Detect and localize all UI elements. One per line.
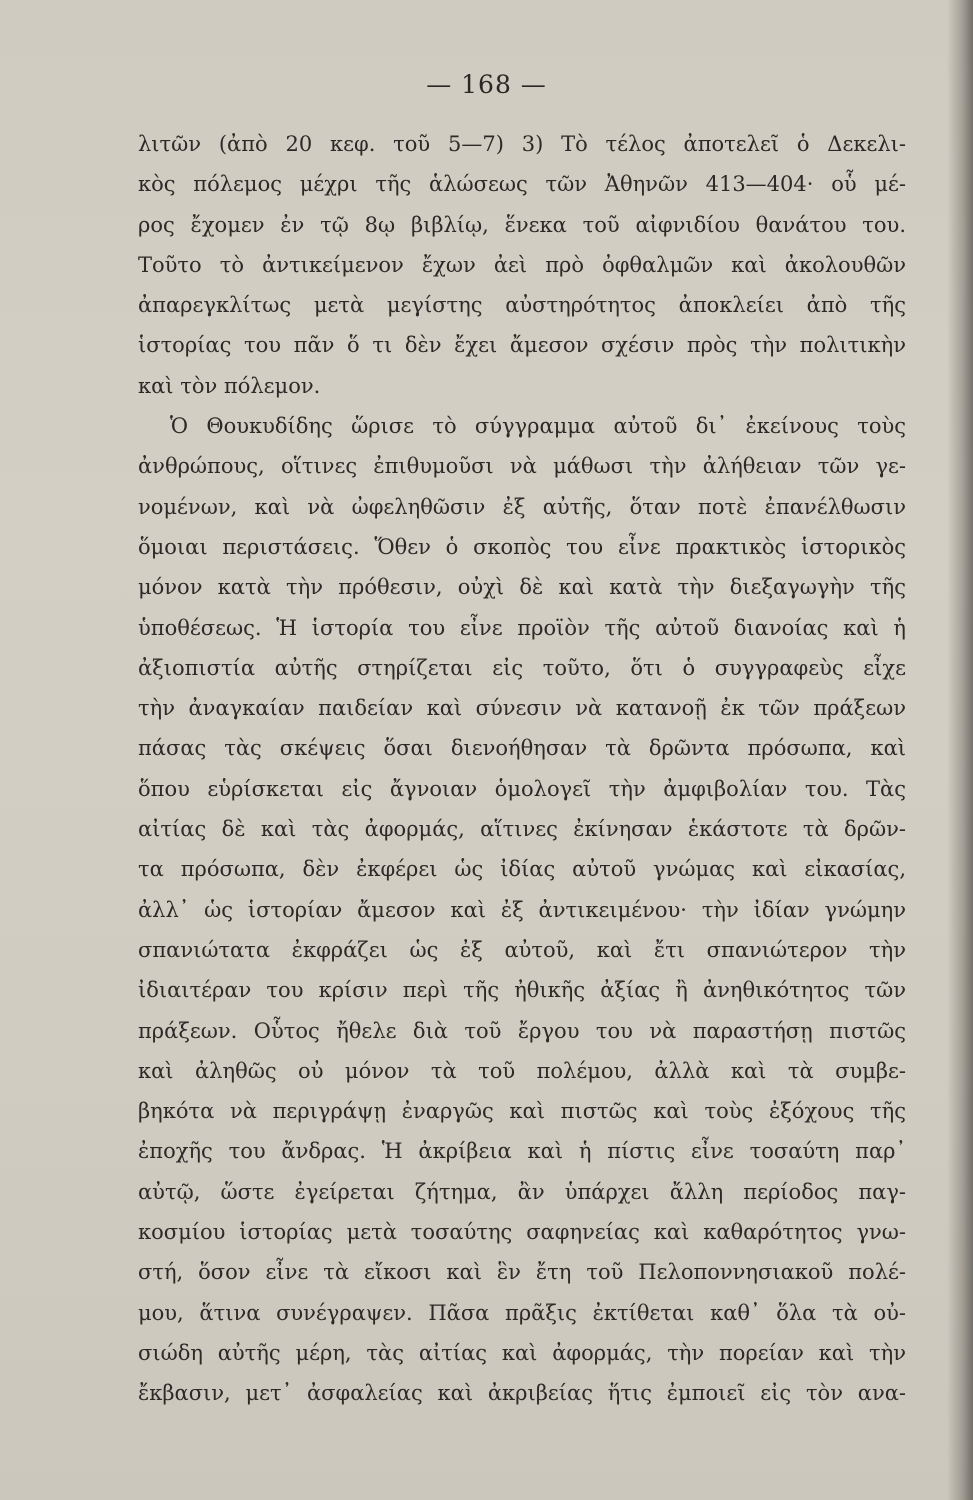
text-line: ἀπαρεγκλίτως μετὰ μεγίστης αὐστηρότητος ἀποκλείει ἀπὸ τῆς xyxy=(138,293,906,318)
text-line: κὸς πόλεμος μέχρι τῆς ἁλώσεως τῶν Ἀθηνῶν 413—404· οὗ μέ- xyxy=(138,172,906,197)
text-line: πάσας τὰς σκέψεις ὅσαι διενοήθησαν τὰ δρῶντα πρόσωπα, καὶ xyxy=(138,736,906,761)
text-line: σπανιώτατα ἐκφράζει ὡς ἐξ αὐτοῦ, καὶ ἔτι σπανιώτερον τὴν xyxy=(138,937,906,962)
text-line: κοσμίου ἱστορίας μετὰ τοσαύτης σαφηνείας καὶ καθαρότητος γνω- xyxy=(138,1220,906,1245)
text-line: πράξεων. Οὗτος ἤθελε διὰ τοῦ ἔργου του νὰ παραστήσῃ πιστῶς xyxy=(138,1018,906,1043)
text-line: τὴν ἀναγκαίαν παιδείαν καὶ σύνεσιν νὰ κατανοῇ ἐκ τῶν πράξεων xyxy=(138,696,906,721)
text-line: ὑποθέσεως. Ἡ ἱστορία του εἶνε προϊὸν τῆς αὐτοῦ διανοίας καὶ ἡ xyxy=(138,615,906,640)
text-line: Ὁ Θουκυδίδης ὥρισε τὸ σύγγραμμα αὐτοῦ δι᾽ ἐκείνους τοὺς xyxy=(170,414,906,439)
text-line: ἔκβασιν, μετ᾽ ἀσφαλείας καὶ ἀκριβείας ἥτις ἐμποιεῖ εἰς τὸν ανα- xyxy=(138,1381,906,1406)
text-line: νομένων, καὶ νὰ ὠφεληθῶσιν ἐξ αὐτῆς, ὅταν ποτὲ ἐπανέλθωσιν xyxy=(138,494,906,519)
text-line: αἰτίας δὲ καὶ τὰς ἀφορμάς, αἵτινες ἐκίνησαν ἑκάστοτε τὰ δρῶν- xyxy=(138,817,906,842)
text-line: καὶ τὸν πόλεμον. xyxy=(138,373,321,398)
text-line: τα πρόσωπα, δὲν ἐκφέρει ὡς ἰδίας αὐτοῦ γνώμας καὶ εἰκασίας, xyxy=(138,857,906,882)
text-line: καὶ ἀληθῶς οὐ μόνον τὰ τοῦ πολέμου, ἀλλὰ καὶ τὰ συμβε- xyxy=(138,1058,906,1083)
text-line: ἰδιαιτέραν του κρίσιν περὶ τῆς ἠθικῆς ἀξίας ἢ ἀνηθικότητος τῶν xyxy=(138,978,906,1003)
text-line: μου, ἅτινα συνέγραψεν. Πᾶσα πρᾶξις ἐκτίθεται καθ᾽ ὅλα τὰ οὐ- xyxy=(138,1300,906,1325)
text-line: λιτῶν (ἀπὸ 20 κεφ. τοῦ 5—7) 3) Τὸ τέλος ἀποτελεῖ ὁ Δεκελι- xyxy=(138,132,906,156)
text-line: ὅμοιαι περιστάσεις. Ὅθεν ὁ σκοπὸς του εἶνε πρακτικὸς ἱστορικὸς xyxy=(138,534,906,559)
text-line: ρος ἔχομεν ἐν τῷ 8ῳ βιβλίῳ, ἕνεκα τοῦ αἰφνιδίου θανάτου του. xyxy=(138,212,906,237)
text-line: βηκότα νὰ περιγράψῃ ἐναργῶς καὶ πιστῶς καὶ τοὺς ἐξόχους τῆς xyxy=(138,1099,906,1124)
page-edge-shadow xyxy=(947,0,973,1500)
text-line: σιώδη αὐτῆς μέρη, τὰς αἰτίας καὶ ἀφορμάς, τὴν πορείαν καὶ τὴν xyxy=(138,1340,906,1365)
text-line: Τοῦτο τὸ ἀντικείμενον ἔχων ἀεὶ πρὸ ὀφθαλμῶν καὶ ἀκολουθῶν xyxy=(138,252,906,277)
text-line: ἀλλ᾽ ὡς ἱστορίαν ἄμεσον καὶ ἐξ ἀντικειμένου· τὴν ἰδίαν γνώμην xyxy=(138,897,906,922)
text-line: ἀνθρώπους, οἵτινες ἐπιθυμοῦσι νὰ μάθωσι τὴν ἀλήθειαν τῶν γε- xyxy=(138,454,906,479)
text-line: ἀξιοπιστία αὐτῆς στηρίζεται εἰς τοῦτο, ὅτι ὁ συγγραφεὺς εἶχε xyxy=(138,655,906,680)
page-number: — 168 — xyxy=(426,70,547,99)
text-line: ἐποχῆς του ἄνδρας. Ἡ ἀκρίβεια καὶ ἡ πίστις εἶνε τοσαύτη παρ᾽ xyxy=(138,1139,906,1164)
text-line: αὐτῷ, ὥστε ἐγείρεται ζήτημα, ἂν ὑπάρχει ἄλλη περίοδος παγ- xyxy=(138,1179,906,1204)
text-line: ὅπου εὑρίσκεται εἰς ἄγνοιαν ὁμολογεῖ τὴν ἀμφιβολίαν του. Τὰς xyxy=(138,776,906,801)
text-line: στή, ὅσον εἶνε τὰ εἴκοσι καὶ ἓν ἔτη τοῦ Πελοποννησιακοῦ πολέ- xyxy=(138,1260,906,1285)
text-line: μόνον κατὰ τὴν πρόθεσιν, οὐχὶ δὲ καὶ κατὰ τὴν διεξαγωγὴν τῆς xyxy=(138,575,906,600)
body-text xyxy=(138,124,906,1414)
text-line: ἱστορίας του πᾶν ὅ τι δὲν ἔχει ἄμεσον σχέσιν πρὸς τὴν πολιτικὴν xyxy=(138,333,906,358)
